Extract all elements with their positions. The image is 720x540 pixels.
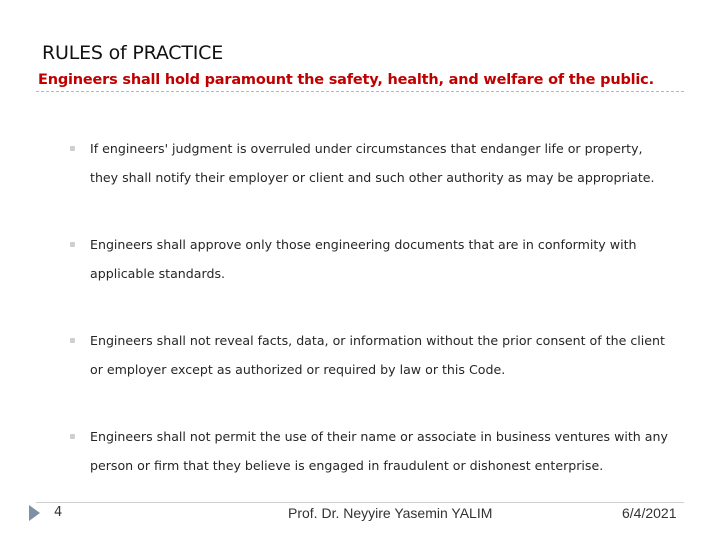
bullet-list (70, 135, 670, 480)
bullet-icon (70, 242, 75, 247)
slide-subtitle: Engineers shall hold paramount the safety, health, and welfare of the public. (38, 72, 654, 88)
bullet-item-3 (70, 327, 670, 384)
footer-divider (36, 502, 684, 503)
arrow-right-icon (29, 505, 40, 521)
title-divider (36, 91, 684, 92)
bullet-icon (70, 434, 75, 439)
footer-date: 6/4/2021 (622, 505, 677, 521)
page-number: 4 (54, 505, 63, 520)
bullet-item-1 (70, 135, 670, 192)
slide-title: RULES of PRACTICE (42, 42, 224, 64)
bullet-icon (70, 338, 75, 343)
bullet-text-1: If engineers' judgment is overruled under circumstances that endanger life or property, they shall notify their employer or client and such other authority as may be appropriate. (90, 141, 655, 185)
bullet-item-2 (70, 231, 670, 288)
footer-author: Prof. Dr. Neyyire Yasemin YALIM (288, 505, 493, 521)
bullet-text-2: Engineers shall approve only those engineering documents that are in conformity with applicable standards. (90, 237, 637, 281)
bullet-icon (70, 146, 75, 151)
bullet-item-4 (70, 423, 670, 480)
bullet-text-4: Engineers shall not permit the use of their name or associate in business ventures with any person or firm that they believe is engaged in fraudulent or dishonest enterprise. (90, 429, 668, 473)
bullet-text-3: Engineers shall not reveal facts, data, or information without the prior consent of the client or employer except as authorized or required by law or this Code. (90, 333, 665, 377)
